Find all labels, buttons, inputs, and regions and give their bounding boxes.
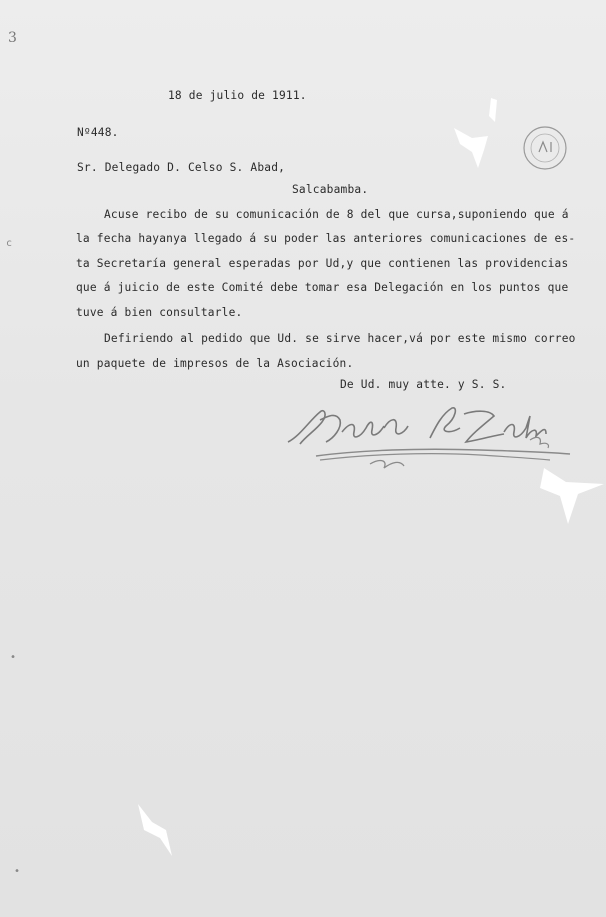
body-line: Acuse recibo de su comunicación de 8 del que cursa,suponiendo que á bbox=[104, 208, 569, 221]
body-line: tuve á bien consultarle. bbox=[76, 306, 243, 319]
edge-mark: • bbox=[14, 866, 21, 877]
handwritten-signature bbox=[280, 398, 580, 478]
paper-tear bbox=[450, 122, 500, 172]
closing-line: De Ud. muy atte. y S. S. bbox=[340, 378, 507, 391]
recipient-line: Sr. Delegado D. Celso S. Abad, bbox=[77, 161, 286, 174]
body-line: ta Secretaría general esperadas por Ud,y que contienen las providencias bbox=[76, 257, 569, 270]
letter-date: 18 de julio de 1911. bbox=[168, 89, 307, 102]
body-line: la fecha hayanya llegado á su poder las anteriores comunicaciones de es- bbox=[76, 232, 576, 245]
archive-stamp bbox=[521, 124, 569, 172]
corner-mark: 3 bbox=[8, 30, 17, 46]
recipient-place: Salcabamba. bbox=[292, 183, 369, 196]
body-line: que á juicio de este Comité debe tomar esa Delegación en los puntos que bbox=[76, 281, 569, 294]
paper-tear bbox=[136, 800, 176, 860]
edge-mark: c bbox=[6, 238, 13, 249]
edge-mark: • bbox=[10, 652, 17, 663]
letter-number: Nº448. bbox=[77, 126, 119, 139]
body-line: un paquete de impresos de la Asociación. bbox=[76, 357, 354, 370]
paper-tear bbox=[485, 96, 501, 126]
paper-tear bbox=[538, 462, 606, 530]
body-line: Defiriendo al pedido que Ud. se sirve hacer,vá por este mismo correo bbox=[104, 332, 576, 345]
